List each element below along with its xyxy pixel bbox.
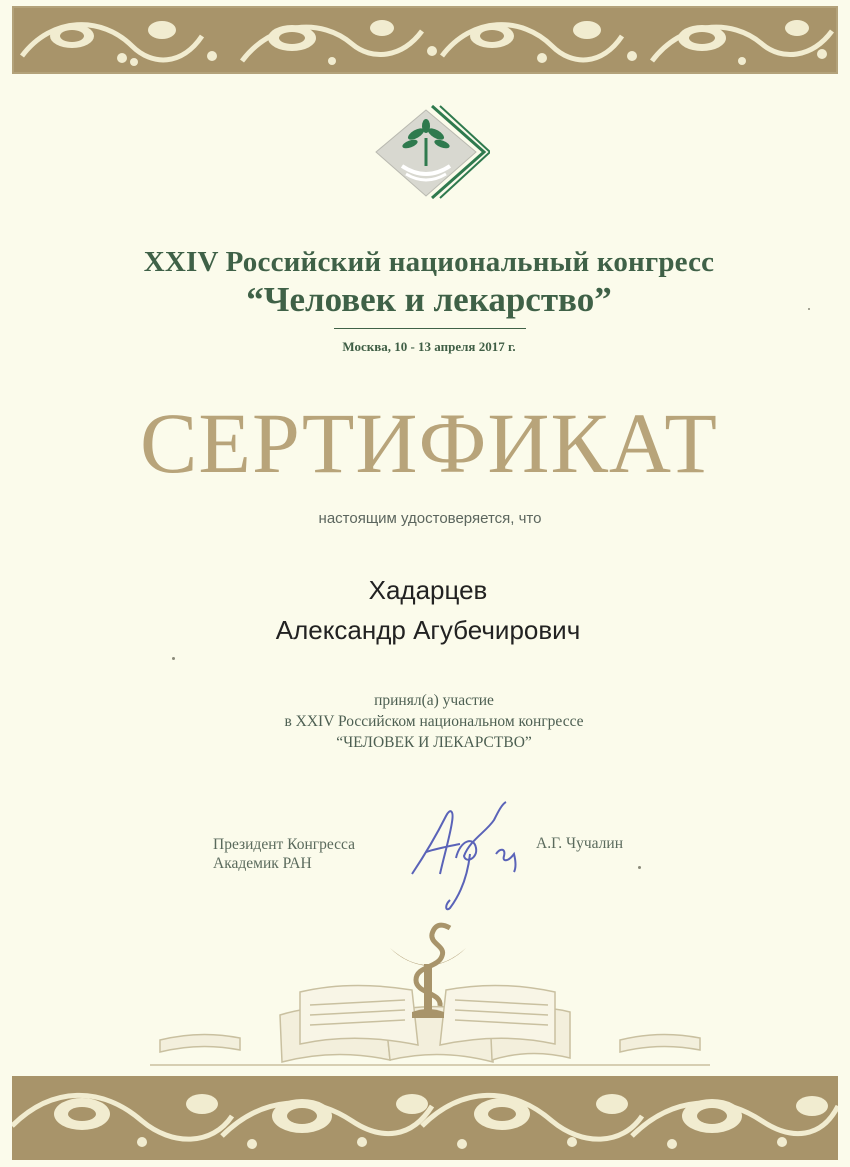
congress-logo — [372, 104, 490, 200]
participation-line: в XXIV Российском национальном конгрессе — [284, 713, 584, 730]
paper-speck — [638, 866, 641, 869]
congress-subtitle: “Человек и лекарство” — [246, 280, 612, 319]
recipient-given-names: Александр Агубечирович — [275, 615, 581, 645]
bowl-and-books-emblem — [150, 920, 710, 1075]
signatory-name: А.Г. Чучалин — [536, 835, 623, 852]
top-ornament-border — [12, 6, 838, 74]
participation-line: принял(а) участие — [374, 692, 494, 709]
paper-speck — [172, 657, 175, 660]
signatory-role — [213, 835, 355, 873]
signatory-role-line: Президент Конгресса — [213, 836, 355, 853]
participation-text — [0, 690, 850, 753]
signature-icon — [404, 796, 526, 914]
title-divider — [334, 328, 526, 329]
place-date: Москва, 10 - 13 апреля 2017 г. — [342, 339, 516, 354]
signatory-role-line: Академик РАН — [213, 855, 312, 872]
participation-line: “ЧЕЛОВЕК И ЛЕКАРСТВО” — [336, 734, 532, 751]
certificate-title: СЕРТИФИКАТ — [140, 395, 718, 491]
certifies-text: настоящим удостоверяется, что — [318, 510, 542, 527]
congress-title: XXIV Российский национальный конгресс — [143, 246, 715, 278]
recipient-surname: Хадарцев — [368, 575, 488, 605]
paper-speck — [808, 308, 810, 310]
bottom-ornament-border — [12, 1076, 838, 1160]
